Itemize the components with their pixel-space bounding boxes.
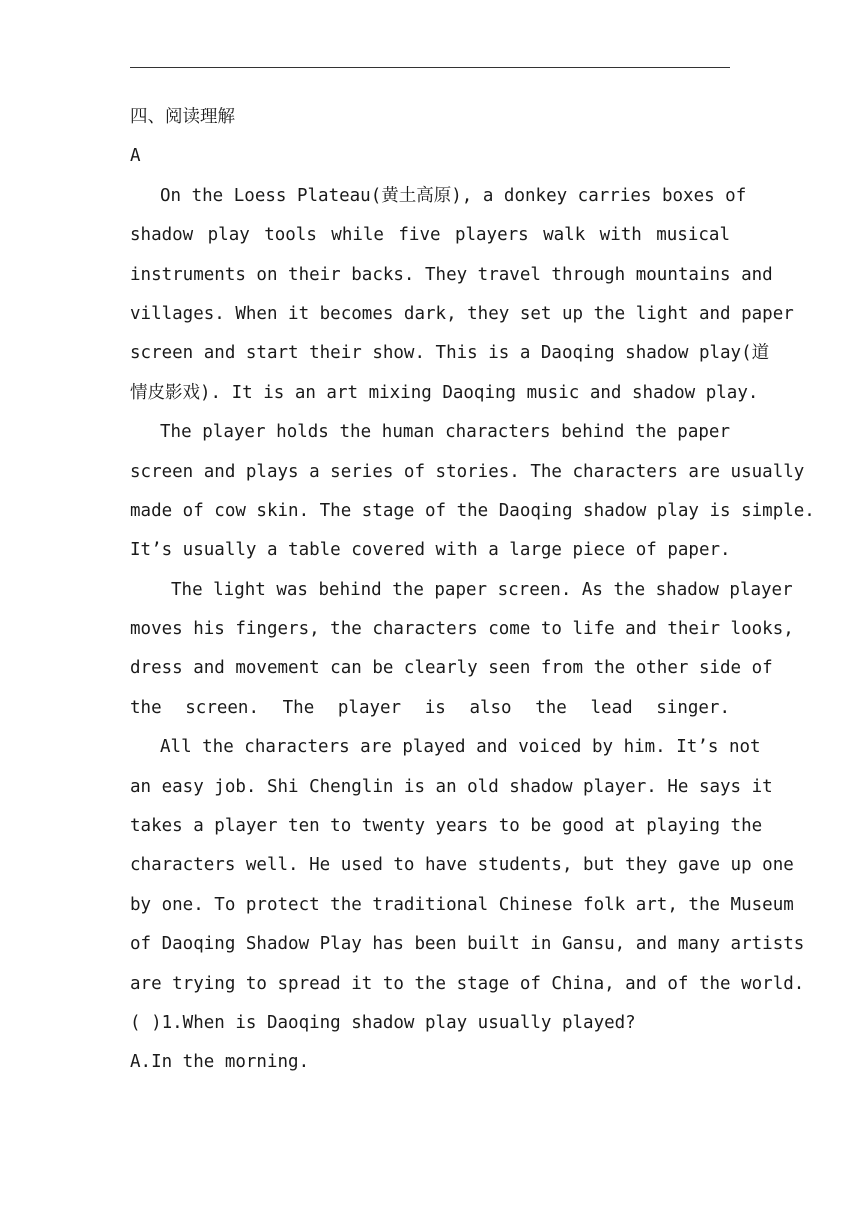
paragraph-4 bbox=[130, 728, 805, 1004]
passage-line: an easy job. Shi Chenglin is an old shadow player. He says it bbox=[130, 776, 773, 797]
passage-line: It’s usually a table covered with a large piece of paper. bbox=[130, 540, 731, 561]
passage-line: The player holds the human characters behind the paper bbox=[160, 422, 730, 443]
passage-line: All the characters are played and voiced by him. It’s not bbox=[160, 737, 761, 758]
passage-line: 情皮影戏). It is an art mixing Daoqing music and shadow play. bbox=[130, 382, 759, 403]
passage-line: the screen. The player is also the lead singer. bbox=[130, 697, 730, 718]
passage-line: screen and start their show. This is a Daoqing shadow play(道 bbox=[130, 343, 770, 364]
passage-label: A bbox=[130, 146, 141, 167]
passage-line: made of cow skin. The stage of the Daoqing shadow play is simple. bbox=[130, 500, 815, 521]
passage-line: takes a player ten to twenty years to be good at playing the bbox=[130, 816, 763, 837]
passage-line: instruments on their backs. They travel through mountains and bbox=[130, 264, 773, 285]
passage-line: The light was behind the paper screen. As the shadow player bbox=[171, 579, 793, 600]
passage-line: moves his fingers, the characters come to life and their looks, bbox=[130, 619, 794, 640]
document-body bbox=[130, 98, 815, 1083]
passage-line: On the Loess Plateau(黄土高原), a donkey carries boxes of bbox=[160, 185, 747, 206]
passage-line: by one. To protect the traditional Chinese folk art, the Museum bbox=[130, 894, 794, 915]
passage-line: screen and plays a series of stories. The characters are usually bbox=[130, 461, 805, 482]
passage-line: are trying to spread it to the stage of China, and of the world. bbox=[130, 973, 805, 994]
passage-line: dress and movement can be clearly seen from the other side of bbox=[130, 658, 773, 679]
passage-line: shadow play tools while five players walk with musical bbox=[130, 225, 730, 246]
passage-line: characters well. He used to have students, but they gave up one bbox=[130, 855, 794, 876]
passage-line: villages. When it becomes dark, they set up the light and paper bbox=[130, 303, 794, 324]
paragraph-1 bbox=[130, 177, 794, 413]
section-heading: 四、阅读理解 bbox=[130, 107, 235, 127]
question-1-option-a: A.In the morning. bbox=[130, 1052, 310, 1073]
header-rule bbox=[130, 67, 730, 68]
question-1: ( )1.When is Daoqing shadow play usually played? bbox=[130, 1012, 636, 1033]
paragraph-2 bbox=[130, 413, 815, 571]
paragraph-3 bbox=[130, 571, 794, 729]
passage-line: of Daoqing Shadow Play has been built in Gansu, and many artists bbox=[130, 934, 805, 955]
